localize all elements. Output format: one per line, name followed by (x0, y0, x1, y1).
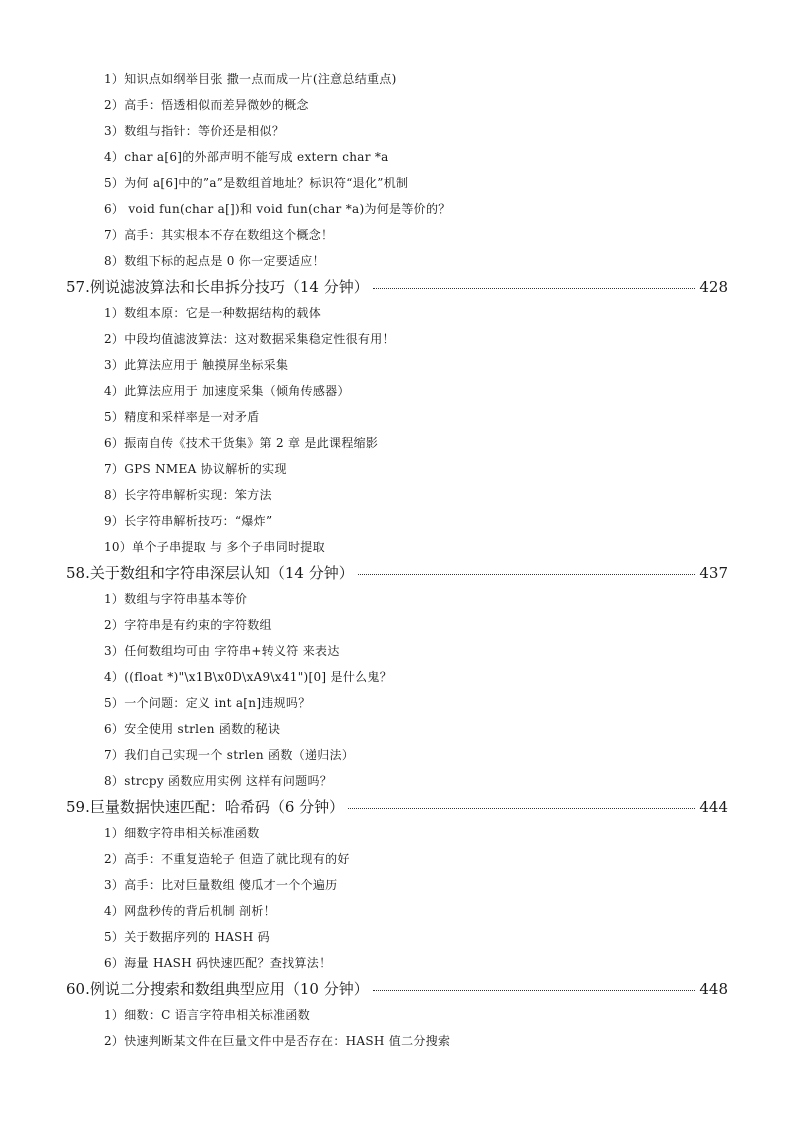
toc-subitem: 2）中段均值滤波算法：这对数据采集稳定性很有用！ (104, 332, 395, 346)
toc-subitem: 3）任何数组均可由 字符串+转义符 来表达 (104, 644, 340, 658)
chapter-heading[interactable] (0, 794, 728, 820)
toc-subitem: 2）高手：悟透相似而差异微妙的概念 (104, 98, 309, 112)
chapter-heading[interactable] (0, 560, 728, 586)
toc-subitem: 1）细数字符串相关标准函数 (104, 826, 260, 840)
toc-subitem: 5）为何 a[6]中的”a”是数组首地址？标识符“退化”机制 (104, 176, 409, 190)
toc-subitem: 8）strcpy 函数应用实例 这样有问题吗？ (104, 774, 333, 788)
toc-subitem: 10）单个子串提取 与 多个子串同时提取 (104, 540, 325, 554)
chapter-heading[interactable] (0, 274, 728, 300)
toc-subitem: 1）知识点如纲举目张 撒一点而成一片(注意总结重点) (104, 72, 397, 86)
toc-subitem: 7）高手：其实根本不存在数组这个概念！ (104, 228, 334, 242)
chapter-page-number: 448 (699, 980, 728, 998)
dot-leader (358, 573, 696, 575)
toc-subitem: 1）数组与字符串基本等价 (104, 592, 248, 606)
toc-subitem: 7）GPS NMEA 协议解析的实现 (104, 462, 287, 476)
toc-subitem: 1）数组本原：它是一种数据结构的载体 (104, 306, 322, 320)
toc-subitem: 2）快速判断某文件在巨量文件中是否存在：HASH 值二分搜索 (104, 1034, 451, 1048)
toc-subitem: 2）字符串是有约束的字符数组 (104, 618, 272, 632)
toc-subitem: 6） void fun(char a[])和 void fun(char *a)为何是等价的？ (104, 202, 451, 216)
chapter-page-number: 444 (699, 798, 728, 816)
toc-subitem: 6）振南自传《技术干货集》第 2 章 是此课程缩影 (104, 436, 379, 450)
toc-subitem: 7）我们自己实现一个 strlen 函数（递归法） (104, 748, 355, 762)
toc-subitem: 1）细数：C 语言字符串相关标准函数 (104, 1008, 311, 1022)
chapter-heading[interactable] (0, 976, 728, 1002)
toc-subitem: 4）此算法应用于 加速度采集（倾角传感器） (104, 384, 350, 398)
table-of-contents (0, 66, 794, 1054)
toc-subitem: 8）长字符串解析实现：笨方法 (104, 488, 272, 502)
toc-subitem: 4）网盘秒传的背后机制 剖析！ (104, 904, 276, 918)
toc-subitem: 3）此算法应用于 触摸屏坐标采集 (104, 358, 289, 372)
chapter-title: 57.例说滤波算法和长串拆分技巧（14 分钟） (66, 278, 369, 296)
chapter-page-number: 437 (699, 564, 728, 582)
toc-subitem: 8）数组下标的起点是 0 你一定要适应！ (104, 254, 325, 268)
chapter-page-number: 428 (699, 278, 728, 296)
toc-subitem: 9）长字符串解析技巧：“爆炸” (104, 514, 273, 528)
toc-subitem: 3）高手：比对巨量数组 傻瓜才一个个遍历 (104, 878, 338, 892)
toc-subitem: 5）关于数据序列的 HASH 码 (104, 930, 270, 944)
toc-subitem: 6）海量 HASH 码快速匹配？查找算法！ (104, 956, 332, 970)
dot-leader (373, 287, 696, 289)
chapter-title: 60.例说二分搜索和数组典型应用（10 分钟） (66, 980, 369, 998)
toc-subitem: 5）精度和采样率是一对矛盾 (104, 410, 260, 424)
toc-subitem: 3）数组与指针：等价还是相似？ (104, 124, 285, 138)
toc-subitem: 4）((float *)"\x1B\x0D\xA9\x41")[0] 是什么鬼？ (104, 670, 393, 684)
dot-leader (373, 989, 696, 991)
toc-subitem: 5）一个问题：定义 int a[n]违规吗？ (104, 696, 311, 710)
toc-subitem: 4）char a[6]的外部声明不能写成 extern char *a (104, 150, 389, 164)
toc-subitem: 2）高手：不重复造轮子 但造了就比现有的好 (104, 852, 350, 866)
toc-subitem: 6）安全使用 strlen 函数的秘诀 (104, 722, 281, 736)
chapter-title: 58.关于数组和字符串深层认知（14 分钟） (66, 564, 354, 582)
chapter-title: 59.巨量数据快速匹配：哈希码（6 分钟） (66, 798, 345, 816)
dot-leader (348, 807, 695, 809)
